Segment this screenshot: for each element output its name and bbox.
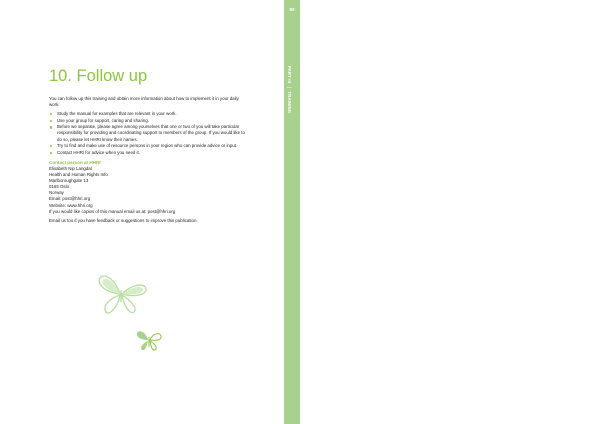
sidebar-part: PART III — [287, 66, 292, 84]
butterfly-small-icon — [134, 327, 164, 353]
main-content — [49, 96, 245, 227]
sidebar-section: TRAINING — [287, 91, 292, 114]
contact-city: 0165 Oslo — [49, 184, 70, 190]
contact-heading: Contact person at HHRI — [49, 159, 101, 165]
sidebar-separator: | — [287, 86, 292, 89]
contact-email[interactable]: Email: post@hhri.org — [49, 196, 91, 202]
section-sidebar-band — [284, 0, 300, 424]
contact-name: Elisabeth Nip Langdal — [49, 165, 92, 171]
page-number: 93 — [289, 7, 295, 12]
contact-country: Norway — [49, 190, 64, 196]
feedback-note: Email us too if you have feedback or suggestions to improve this publication. — [49, 217, 198, 223]
butterfly-outline-icon — [96, 270, 150, 316]
follow-up-list — [49, 111, 245, 156]
list-item: Use your group for support, caring and sharing. — [49, 118, 245, 124]
contact-street: Marlboroughgate 13 — [49, 178, 89, 184]
copies-note: If you would like copies of this manual email us at: post@hhri.org — [49, 208, 176, 214]
list-item: Study the manual for examples that are relevant in your work. — [49, 111, 245, 117]
list-item: Try to find and make use of resource persons in your region who can provide advice or input. — [49, 143, 245, 149]
sidebar-section-label — [287, 66, 292, 113]
contact-website[interactable]: Website: www.hhri.org — [49, 202, 93, 208]
contact-block — [49, 166, 245, 209]
list-item: Contact HHRI for advice when you need it. — [49, 150, 245, 156]
contact-organization: Health and Human Rights Info — [49, 172, 108, 178]
list-item: Before we separate, please agree among yourselves that one or two of you will take particular responsibility for providing and coordinating support to members of the group. If you would like to do so, please let HHRI know their names. — [49, 124, 245, 142]
page-title: 10. Follow up — [49, 67, 148, 85]
intro-paragraph: You can follow up this training and obtain more information about how to implement it in your daily work. — [49, 96, 239, 108]
